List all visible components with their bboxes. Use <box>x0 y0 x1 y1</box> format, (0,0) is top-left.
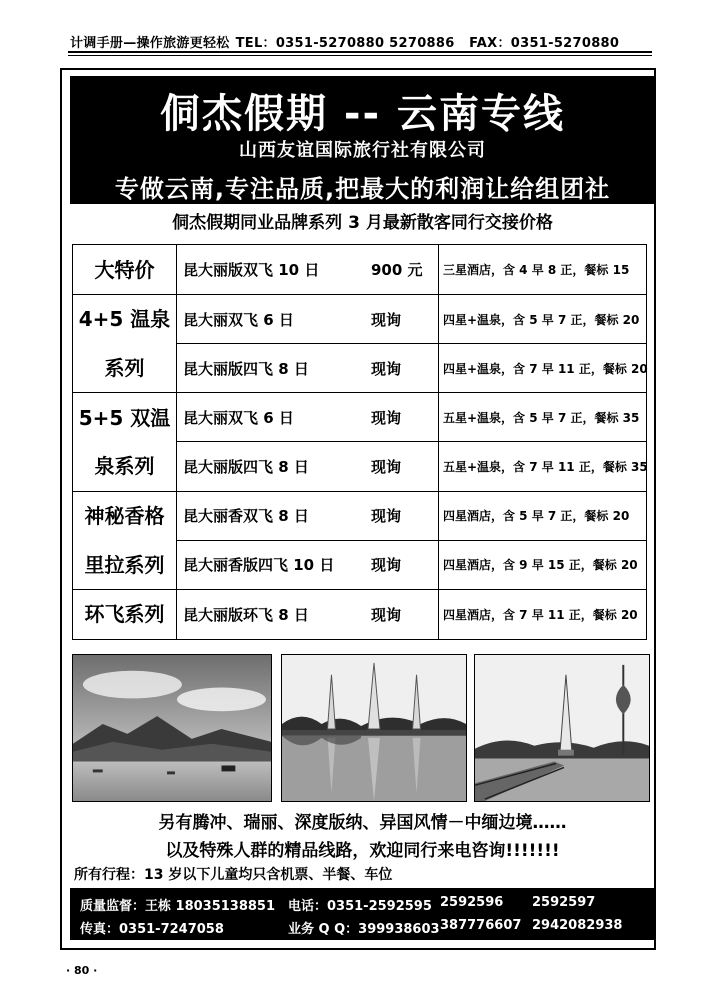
header-tagline: 计调手册—操作旅游更轻松 <box>70 36 230 51</box>
detail-cell: 四星酒店，含 5 早 7 正，餐标 20 <box>439 491 647 540</box>
qq-tertiary: 2942082938 <box>532 918 623 933</box>
category-cell: 泉系列 <box>73 442 177 491</box>
route-cell <box>177 540 439 589</box>
lakeside-pagoda-photo <box>474 654 650 802</box>
route-cell <box>177 589 439 639</box>
contact-bar <box>70 888 655 940</box>
banner <box>70 76 655 204</box>
route-cell <box>177 344 439 393</box>
table-row <box>73 491 647 540</box>
route-price: 现询 <box>371 605 402 624</box>
page-number: · 80 · <box>66 964 98 977</box>
category-cell: 环飞系列 <box>73 589 177 639</box>
price-subtitle: 侗杰假期同业品牌系列 3 月最新散客同行交接价格 <box>172 213 553 233</box>
header-tel: TEL：0351-5270880 5270886 <box>235 36 455 51</box>
route-price: 900 元 <box>371 261 423 280</box>
route-price: 现询 <box>371 556 402 575</box>
route-cell <box>177 295 439 344</box>
route-price: 现询 <box>371 310 402 329</box>
route-cell <box>177 491 439 540</box>
category-cell: 里拉系列 <box>73 540 177 589</box>
quality-supervisor: 质量监督：王栋 18035138851 <box>80 899 276 914</box>
route-name: 昆大丽版四飞 8 日 <box>183 359 309 378</box>
table-row <box>73 295 647 344</box>
banner-slogan: 专做云南,专注品质,把最大的利润让给组团社 <box>114 175 611 203</box>
route-name: 昆大丽香版四飞 10 日 <box>183 556 335 575</box>
category-cell: 系列 <box>73 344 177 393</box>
detail-cell: 四星酒店，含 7 早 11 正，餐标 20 <box>439 589 647 639</box>
phone-primary: 电话：0351-2592595 <box>288 899 432 914</box>
detail-cell: 五星+温泉，含 5 早 7 正，餐标 35 <box>439 393 647 442</box>
route-name: 昆大丽香双飞 8 日 <box>183 507 309 526</box>
route-cell <box>177 393 439 442</box>
table-row <box>73 344 647 393</box>
phone-secondary: 2592596 <box>440 895 504 910</box>
route-price: 现询 <box>371 408 402 427</box>
route-price: 现询 <box>371 359 402 378</box>
banner-company: 山西友谊国际旅行社有限公司 <box>239 140 486 161</box>
table-row <box>73 393 647 442</box>
price-table <box>72 244 647 640</box>
detail-cell: 五星+温泉，含 7 早 11 正，餐标 35 <box>439 442 647 491</box>
route-name: 昆大丽双飞 6 日 <box>183 408 294 427</box>
itinerary-note: 所有行程：13 岁以下儿童均只含机票、半餐、车位 <box>74 867 393 883</box>
phone-tertiary: 2592597 <box>532 895 596 910</box>
route-price: 现询 <box>371 458 402 477</box>
route-cell <box>177 245 439 295</box>
more-routes-line1: 另有腾冲、瑞丽、深度版纳、异国风情－中缅边境…… <box>158 813 567 833</box>
three-pagodas-photo <box>281 654 467 802</box>
table-row <box>73 589 647 639</box>
category-cell: 大特价 <box>73 245 177 295</box>
qq-secondary: 387776607 <box>440 918 522 933</box>
banner-title: 侗杰假期 -- 云南专线 <box>159 91 566 137</box>
qq-primary: 业务 Q Q：399938603 <box>288 922 440 937</box>
route-name: 昆大丽版四飞 8 日 <box>183 458 309 477</box>
route-cell <box>177 442 439 491</box>
table-row <box>73 540 647 589</box>
table-row <box>73 245 647 295</box>
category-cell: 4+5 温泉 <box>73 295 177 344</box>
detail-cell: 四星+温泉，含 7 早 11 正，餐标 20 <box>439 344 647 393</box>
route-name: 昆大丽版双飞 10 日 <box>183 261 320 280</box>
detail-cell: 三星酒店，含 4 早 8 正，餐标 15 <box>439 245 647 295</box>
category-cell: 神秘香格 <box>73 491 177 540</box>
more-routes-line2: 以及特殊人群的精品线路，欢迎同行来电咨询!!!!!!! <box>165 841 560 861</box>
route-price: 现询 <box>371 507 402 526</box>
category-cell: 5+5 双温 <box>73 393 177 442</box>
detail-cell: 四星酒店，含 9 早 15 正，餐标 20 <box>439 540 647 589</box>
route-name: 昆大丽双飞 6 日 <box>183 310 294 329</box>
route-name: 昆大丽版环飞 8 日 <box>183 605 309 624</box>
lake-mountain-photo <box>72 654 272 802</box>
table-row <box>73 442 647 491</box>
header-rule <box>68 51 652 56</box>
fax-number: 传真：0351-7247058 <box>80 922 224 937</box>
header-fax: FAX：0351-5270880 <box>469 36 620 51</box>
detail-cell: 四星+温泉，含 5 早 7 正，餐标 20 <box>439 295 647 344</box>
